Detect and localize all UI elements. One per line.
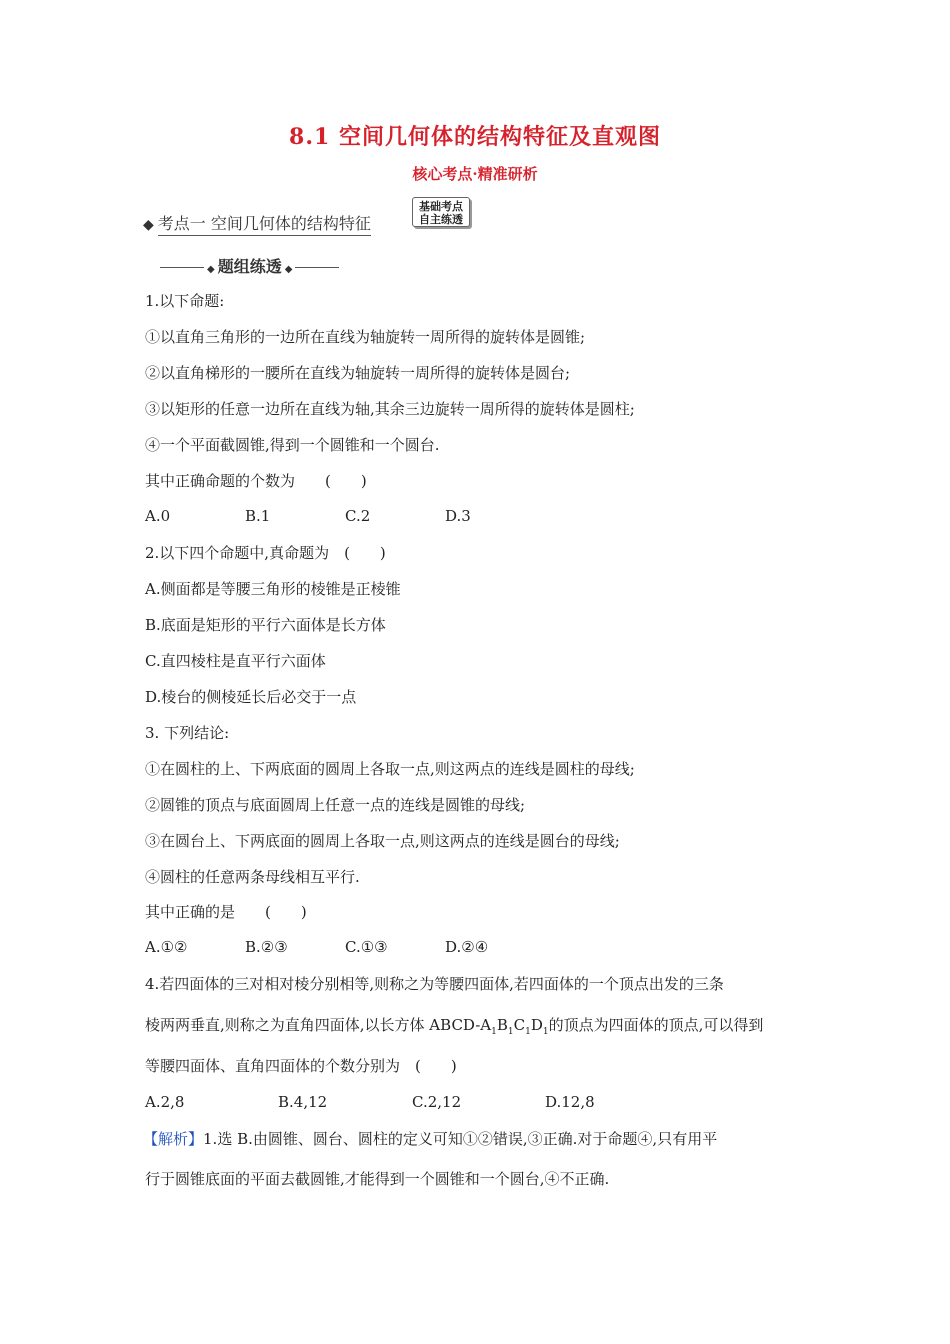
q1-item: ③以矩形的任意一边所在直线为轴,其余三边旋转一周所得的旋转体是圆柱;	[145, 400, 635, 418]
q3-option-a: A.①②	[145, 938, 188, 956]
q3-option-b: B.②③	[245, 938, 288, 956]
q2-stem: 2.以下四个命题中,真命题为 ( )	[145, 544, 386, 562]
diamond-icon: ◆	[143, 217, 154, 233]
q3-option-c: C.①③	[345, 938, 388, 956]
analysis-tag: 【解析】	[143, 1130, 204, 1148]
subscript: 1	[491, 1027, 497, 1037]
q4-option-b: B.4,12	[278, 1093, 328, 1111]
subscript: 1	[542, 1027, 549, 1037]
q1-option-d: D.3	[445, 507, 471, 525]
group-title: 题组练透	[217, 257, 282, 276]
diamond-icon: ◆	[207, 264, 215, 275]
q2-option-c: C.直四棱柱是直平行六面体	[145, 652, 326, 670]
q3-ask: 其中正确的是 ( )	[145, 903, 307, 921]
vertex-label: D	[530, 1016, 543, 1034]
page-title: 8.1 空间几何体的结构特征及直观图	[289, 124, 661, 150]
analysis-line-2: 行于圆锥底面的平面去截圆锥,才能得到一个圆锥和一个圆台,④不正确.	[145, 1170, 610, 1188]
section-heading	[143, 211, 371, 236]
q1-ask: 其中正确命题的个数为 ( )	[145, 472, 367, 490]
q4-line-2-text: 棱两两垂直,则称之为直角四面体,以长方体 ABCD-A	[145, 1016, 492, 1034]
q2-option-d: D.棱台的侧棱延长后必交于一点	[145, 688, 357, 706]
group-heading	[160, 254, 339, 277]
q2-option-b: B.底面是矩形的平行六面体是长方体	[145, 616, 386, 634]
q3-item: ③在圆台上、下两底面的圆周上各取一点,则这两点的连线是圆台的母线;	[145, 832, 620, 850]
q4-line-1: 4.若四面体的三对相对棱分别相等,则称之为等腰四面体,若四面体的一个顶点出发的三条	[145, 975, 724, 993]
analysis-line-1	[143, 1129, 717, 1149]
divider-line	[295, 267, 339, 268]
q1-option-a: A.0	[145, 507, 171, 525]
section-badge	[412, 197, 470, 227]
section-label: 考点一 空间几何体的结构特征	[158, 211, 371, 236]
q4-line-3: 等腰四面体、直角四面体的个数分别为 ( )	[145, 1057, 457, 1075]
q3-option-d: D.②④	[445, 938, 489, 956]
q4-option-d: D.12,8	[545, 1093, 595, 1111]
q1-item: ①以直角三角形的一边所在直线为轴旋转一周所得的旋转体是圆锥;	[145, 328, 586, 346]
q1-stem: 1.以下命题:	[145, 292, 225, 310]
q1-option-b: B.1	[245, 507, 271, 525]
q3-item: ②圆锥的顶点与底面圆周上任意一点的连线是圆锥的母线;	[145, 796, 526, 814]
diamond-icon: ◆	[284, 264, 293, 275]
q3-item: ①在圆柱的上、下两底面的圆周上各取一点,则这两点的连线是圆柱的母线;	[145, 760, 635, 778]
q3-item: ④圆柱的任意两条母线相互平行.	[145, 868, 360, 886]
subscript: 1	[507, 1027, 514, 1037]
q2-option-a: A.侧面都是等腰三角形的棱锥是正棱锥	[145, 580, 401, 598]
q1-option-c: C.2	[345, 507, 371, 525]
q3-stem: 3. 下列结论:	[145, 724, 230, 742]
divider-line	[160, 267, 204, 268]
badge-line-2: 自主练透	[419, 213, 463, 226]
page-subtitle: 核心考点·精准研析	[412, 165, 538, 183]
vertex-label: B	[496, 1016, 508, 1034]
q4-option-a: A.2,8	[145, 1093, 185, 1111]
badge-line-1: 基础考点	[419, 200, 463, 213]
vertex-label: C	[513, 1016, 526, 1034]
q4-line-2	[145, 1015, 763, 1042]
q4-option-c: C.2,12	[412, 1093, 462, 1111]
subscript: 1	[525, 1027, 531, 1037]
analysis-text: 1.选 B.由圆锥、圆台、圆柱的定义可知①②错误,③正确.对于命题④,只有用平	[203, 1130, 718, 1148]
q1-item: ④一个平面截圆锥,得到一个圆锥和一个圆台.	[145, 436, 440, 454]
q1-item: ②以直角梯形的一腰所在直线为轴旋转一周所得的旋转体是圆台;	[145, 364, 571, 382]
q4-line-2-text: 的顶点为四面体的顶点,可以得到	[548, 1016, 764, 1034]
